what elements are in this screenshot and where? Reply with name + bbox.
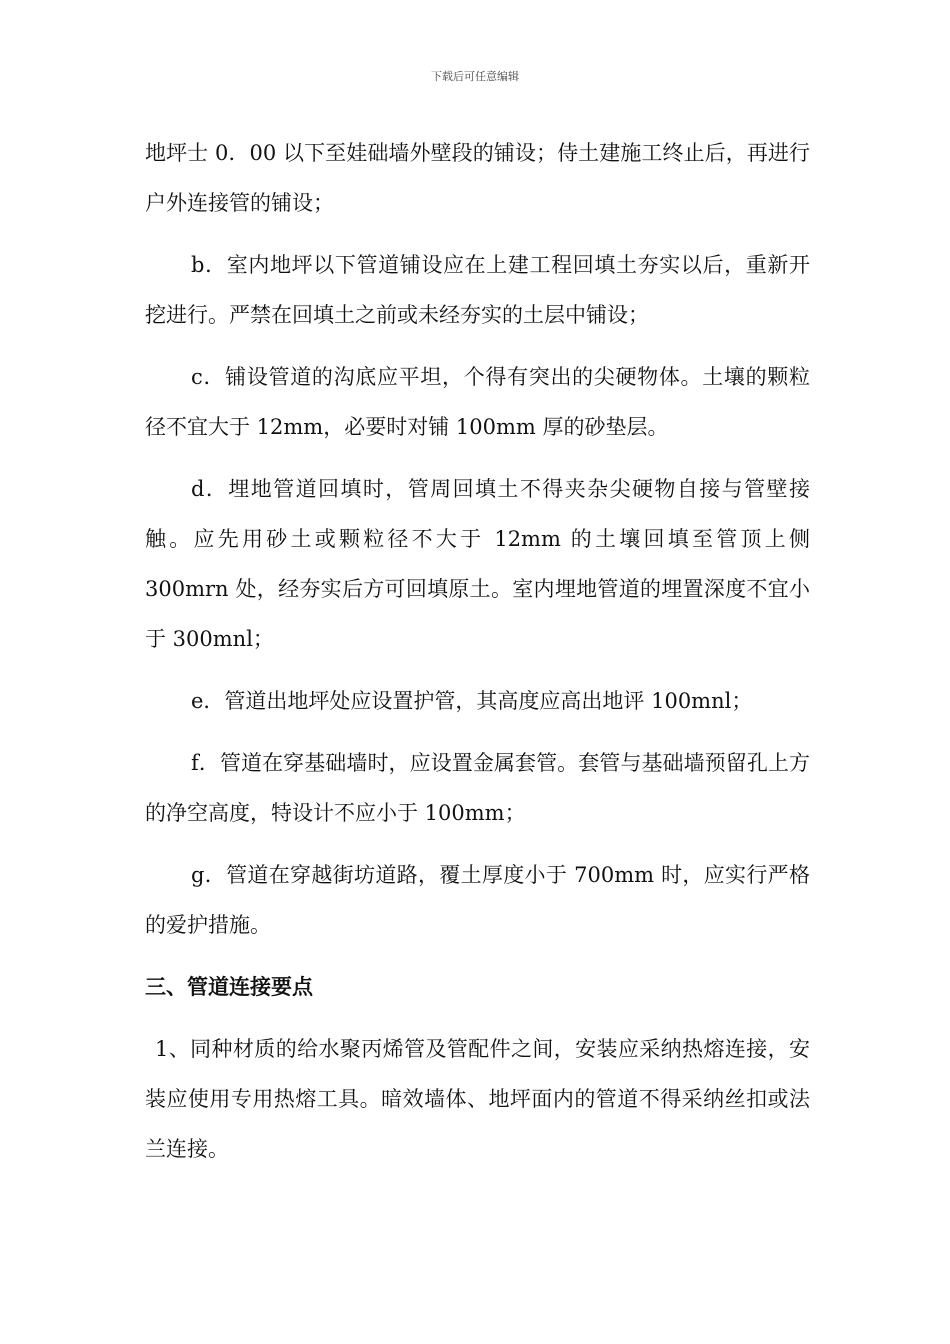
paragraph-item-e: e．管道出地坪处应设置护管，其高度应高出地评 100mnl； (191, 689, 753, 713)
paragraph-item-c: c．铺设管道的沟底应平坦，个得有突出的尖硬物体。土壤的颗粒径不宜大于 12mm，必要时对铺 100mm 厚的砂垫层。 (145, 365, 810, 439)
paragraph-continuation: 地坪士 0．00 以下至娃础墙外壁段的铺设；侍土建施工终止后，再进行户外连接管的铺设； (145, 141, 810, 215)
section-heading: 三、管道连接要点 (145, 974, 313, 999)
section-paragraph-1: 1、同种材质的给水聚丙烯管及管配件之间，安装应采纳热熔连接，安装应使用专用热熔工具。暗效墙体、地坪面内的管道不得采纳丝扣或法兰连接。 (145, 1037, 810, 1161)
page-header: 下载后可任意编辑 (431, 70, 519, 83)
paragraph-item-f: f．管道在穿基础墙时，应设置金属套管。套管与基础墙预留孔上方的净空高度，特设计不应小于 100mm； (145, 751, 810, 825)
paragraph-item-g: g．管道在穿越街坊道路，覆土厚度小于 700mm 时，应实行严格的爱护措施。 (145, 863, 810, 937)
document-body (145, 128, 810, 1186)
paragraph-item-b: b．室内地坪以下管道铺设应在上建工程回填土夯实以后，重新开挖进行。严禁在回填土之前或未经夯实的土层中铺设； (145, 253, 810, 327)
paragraph-item-d: d．埋地管道回填时，管周回填土不得夹杂尖硬物自接与管壁接触。应先用砂土或颗粒径不大于 12mm 的土壤回填至管顶上侧 300mrn 处，经夯实后方可回填原土。室内埋地管道的埋置深度不宜小于 300mnl； (145, 477, 810, 651)
